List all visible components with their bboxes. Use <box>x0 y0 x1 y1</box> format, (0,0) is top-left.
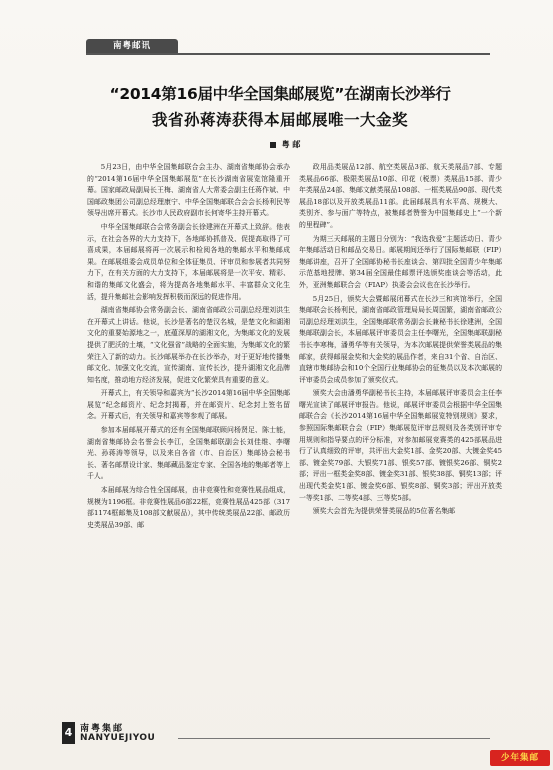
author-square-icon <box>270 142 276 148</box>
text-column-left <box>87 162 290 717</box>
article-subtitle: 我省孙蒋涛获得本届邮展唯一大金奖 <box>151 111 408 129</box>
paragraph: 颁奖大会由潘勇华副秘书长主持，本届邮展评审委员会主任李曙光宣读了邮展评审报告。他说，邮展评审委员会根据中华全国集邮联合会《长沙2014第16届中华全国集邮展览特别规则》要求，参照国际集邮联合会（FIP）集邮展览评审总规则及各类别评审专用规则和指导要点的评分标准，对参加邮展竞赛类的425部展品进行了认真细致的评审，共评出大金奖1部、金奖20部、大镀金奖45部、镀金奖79部、大银奖71部、银奖57部、镀银奖26部、铜奖2部；评出一框类金奖8部、镀金奖31部、银奖38部、铜奖13部；评出现代类金奖1部、镀金奖6部、银奖8部、铜奖3部；评出开放类一等奖1部、二等奖4部、三等奖5部。 <box>299 389 502 502</box>
text-column-right <box>299 162 502 717</box>
corner-badge: 少年集邮 <box>490 750 550 766</box>
magazine-name-en: NANYUEJIYOU <box>80 733 156 743</box>
section-tag: 南粤邮讯 <box>86 39 178 53</box>
page-number: 4 <box>62 722 75 744</box>
paragraph: 中华全国集邮联合会常务副会长徐建洲在开幕式上致辞。他表示，在社会各界的大力支持下，各地邮协抓普及、促提高取得了可喜成果，本届邮展将再一次展示和检阅各地的集邮水平和集邮成果。在邮展组委会成员单位和全体征集员、评审员和参展者共同努力下，在有关方面的大力支持下，本届邮展将是一次平安、精彩、和谐的集邮文化盛会，将为提高各地集邮水平、丰富群众文化生活，提升集邮社会影响发挥积极而深远的促进作用。 <box>87 222 290 301</box>
paragraph: 湖南省集邮协会常务副会长、湖南省邮政公司副总经理刘洪生在开幕式上讲话。他说，长沙是著名的楚汉名城，是楚文化和湖湘文化的重要始源地之一，底蕴深厚的湖湘文化，为集邮文化的发展提供了肥沃的土壤，“文化强省”战略的全面实施，为集邮文化的繁荣注入了新的动力。长沙邮展举办在长沙举办，对于更好地传播集邮文化、加强文化交流，宣传湖南、宣传长沙，提升湖湘文化品牌知名度，推动地方经济发展，促进文化繁荣具有重要的意义。 <box>87 306 290 384</box>
paragraph: 政用品类展品12部、航空类展品3部、航天类展品7部、专题类展品66部、极限类展品10部、印花（税票）类展品15部、青少年类展品24部、集邮文献类展品108部、一框类展品90部、现代类展品18部以及开放类展品11部。此届邮展具有水平高、规模大、类别齐、参与面广等特点，被集邮者赞誉为中国集邮史上“一个新的里程碑”。 <box>299 163 502 229</box>
paragraph: 颁奖大会首先为提供荣誉类展品的5位著名集邮 <box>312 507 455 516</box>
footer-divider <box>178 738 490 739</box>
paragraph: 为期三天邮展的主题日分别为：“我选我爱”主题活动日、青少年集邮活动日和邮品交易日。邮展期间还举行了国际集邮联（FIP）集邮讲座，召开了全国邮协秘书长座谈会、第四批全国青少年集邮示范基地授牌、第34届全国最佳邮票评选颁奖座谈会等活动，此外，亚洲集邮联合会（FIAP）执委会会议也在长沙举行。 <box>299 234 502 289</box>
magazine-name-cn: 南粤集邮 <box>80 724 125 734</box>
paragraph: 开幕式上，有关领导和嘉宾为“长沙2014第16届中华全国集邮展览”纪念邮资片、纪念封揭幕，并在邮资片、纪念封上签名留念。开幕式后，有关领导和嘉宾等参观了邮展。 <box>87 389 290 421</box>
paragraph: 参加本届邮展开幕式的还有全国集邮联顾问杨贤足、陈士能，湖南省集邮协会名誉会长李江，全国集邮联副会长刘佳维、李曙光、孙蒋涛等领导，以及来自各省（市、自治区）集邮协会秘书长、著名邮票设计家、集邮藏品鉴定专家、全国各地的集邮者等上千人。 <box>87 426 290 481</box>
section-divider <box>86 53 490 55</box>
paragraph: 本届邮展为综合性全国邮展，由非竞赛性和竞赛性展品组成，规模为1196框。非竞赛性展品6部22框，竞赛性展品425部（317部1174框邮集及108部文献展品），其中传统类展品22部、邮政历史类展品39部、邮 <box>87 486 290 529</box>
article-author <box>230 139 340 150</box>
paragraph: 5月25日，颁奖大会暨邮展闭幕式在长沙三和宾馆举行，全国集邮联会长杨利民，湖南省邮政管理局局长周国繁，湖南省邮政公司副总经理刘洪生，全国集邮联常务副会长兼秘书长徐建洲，全国集邮联副会长，本届邮展评审委员会主任李曙光，全国集邮联副秘书长李寒梅，潘勇华等有关领导，为本次邮展提供荣誉类展品的集邮家，获得邮展金奖和大金奖的展品作者，来自31个省、自治区、直辖市集邮协会和10个全国行业集邮协会的征集员以及本次邮展的评审委员会成员参加了颁奖仪式。 <box>299 294 502 384</box>
paragraph: 5月23日，由中华全国集邮联合会主办、湖南省集邮协会承办的“2014第16届中华全国集邮展览”在长沙湖南省展览馆隆重开幕。国家邮政局副局长王梅、湖南省人大常委会副主任蒋作斌、中国邮政集团公司副总经理康宁、中华全国集邮联合会会长杨利民等领导出席开幕式。长沙市人民政府副市长何寄华主持开幕式。 <box>87 163 290 218</box>
author-name: 粤 邮 <box>281 140 301 149</box>
article-title: “2014第16届中华全国集邮展览”在湖南长沙举行 <box>109 85 451 103</box>
